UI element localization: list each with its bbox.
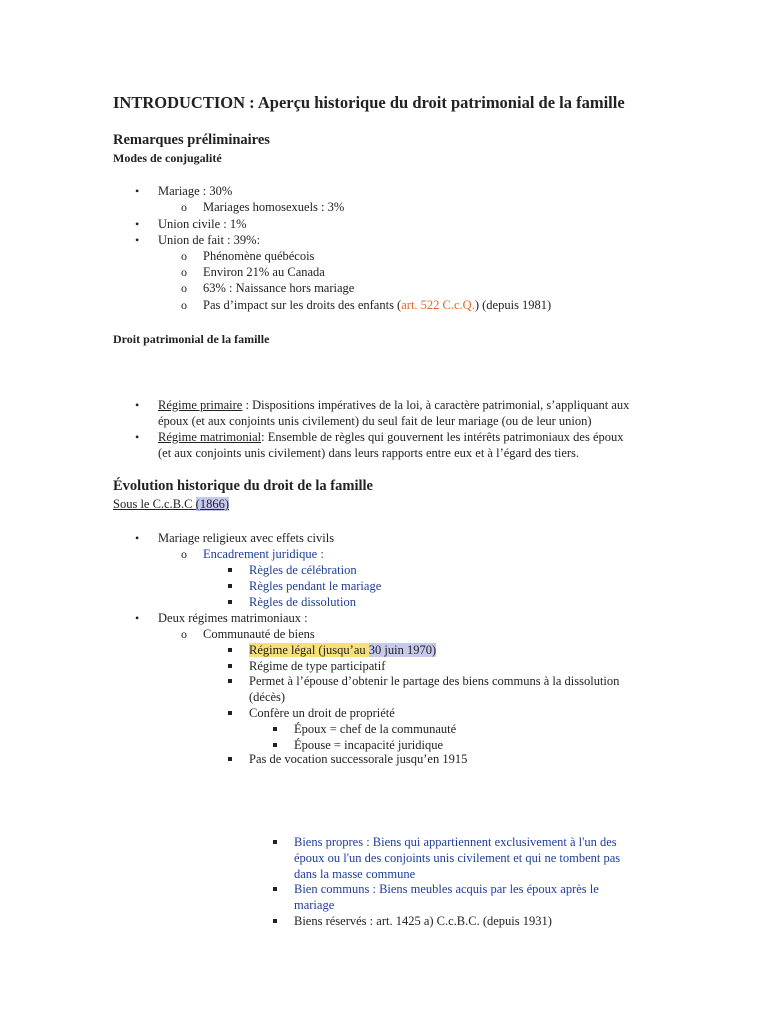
bullet-circle: o [181, 627, 187, 641]
list-item-epouse: Épouse = incapacité juridique [294, 738, 444, 752]
list-item-communaute: Communauté de biens [203, 627, 315, 641]
subheading-modes: Modes de conjugalité [113, 151, 222, 165]
page-title: INTRODUCTION : Aperçu historique du droit patrimonial de la famille [113, 93, 625, 112]
list-item-phenomene: Phénomène québécois [203, 249, 315, 263]
definition-text: : Ensemble de règles qui gouvernent les intérêts patrimoniaux des époux [261, 430, 624, 444]
bullet-square [273, 743, 277, 747]
list-item-permet: Permet à l’épouse d’obtenir le partage des biens communs à la dissolution [249, 674, 620, 688]
section-heading-evolution: Évolution historique du droit de la famille [113, 478, 373, 494]
bullet-dot: • [135, 398, 140, 412]
list-item-regime-legal [249, 642, 436, 658]
impact-text-post: ) (depuis 1981) [474, 298, 552, 312]
term-regime-primaire: Régime primaire [158, 398, 243, 412]
bullet-square [228, 679, 232, 683]
ccbc-label: Sous le C.c.B.C [113, 497, 196, 511]
impact-text-pre: Pas d’impact sur les droits des enfants ( [203, 298, 402, 312]
article-reference-link[interactable]: art. 522 C.c.Q. [401, 298, 475, 312]
bullet-dot: • [135, 430, 140, 444]
list-item-canada: Environ 21% au Canada [203, 265, 325, 279]
bullet-dot: • [135, 184, 140, 198]
bullet-square [228, 664, 232, 668]
bullet-square [228, 711, 232, 715]
bullet-circle: o [181, 200, 187, 214]
list-item-vocation: Pas de vocation successorale jusqu’en 1915 [249, 752, 468, 766]
bullet-square [273, 887, 277, 891]
list-item-encadrement: Encadrement juridique : [203, 547, 324, 561]
definition-text-continued: époux (et aux conjoints unis civilement) du seul fait de leur mariage (ou de leur union) [158, 414, 592, 428]
bullet-square [228, 600, 232, 604]
bullet-square [228, 757, 232, 761]
section-heading-droit: Droit patrimonial de la famille [113, 332, 270, 346]
bullet-circle: o [181, 547, 187, 561]
list-item-biens-reserves: Biens réservés : art. 1425 a) C.c.B.C. (depuis 1931) [294, 914, 552, 928]
bullet-square [228, 648, 232, 652]
list-item-mariage-religieux: Mariage religieux avec effets civils [158, 531, 335, 545]
list-item-biens-propres-line3: dans la masse commune [294, 867, 416, 881]
list-item-mariage: Mariage : 30% [158, 184, 233, 198]
term-regime-matrimonial: Régime matrimonial [158, 430, 262, 444]
bullet-dot: • [135, 233, 140, 247]
list-item-epoux: Époux = chef de la communauté [294, 722, 457, 736]
section-heading-remarques: Remarques préliminaires [113, 132, 270, 148]
list-item-biens-propres-line2: époux ou l'un des conjoints unis civilement et qui ne tombent pas [294, 851, 621, 865]
list-item-permet-continued: (décès) [249, 690, 286, 704]
list-item-deux-regimes: Deux régimes matrimoniaux : [158, 611, 308, 625]
list-item-regle-pendant: Règles pendant le mariage [249, 579, 382, 593]
bullet-circle: o [181, 298, 187, 312]
list-item-impact [203, 297, 551, 313]
list-item-union-fait: Union de fait : 39%: [158, 233, 261, 247]
list-item-biens-communs-line2: mariage [294, 898, 335, 912]
bullet-dot: • [135, 611, 140, 625]
list-item-regle-celebration: Règles de célébration [249, 563, 357, 577]
definition-text-continued: (et aux conjoints unis civilement) dans leurs rapports entre eux et à l’égard des tiers. [158, 446, 580, 460]
regime-date-highlight: 30 juin 1970) [368, 643, 437, 657]
regime-legal-highlight: Régime légal (jusqu’au [249, 643, 369, 657]
bullet-square [273, 727, 277, 731]
list-item-homosexuels: Mariages homosexuels : 3% [203, 200, 345, 214]
list-item-regle-dissolution: Règles de dissolution [249, 595, 356, 609]
bullet-circle: o [181, 281, 187, 295]
list-item-confere: Confère un droit de propriété [249, 706, 395, 720]
ccbc-year-highlight: (1866) [195, 497, 229, 511]
list-item-naissance: 63% : Naissance hors mariage [203, 281, 355, 295]
bullet-square [228, 584, 232, 588]
definition-regime-primaire [158, 397, 629, 413]
bullet-circle: o [181, 265, 187, 279]
subheading-ccbc [113, 496, 229, 512]
list-item-union-civile: Union civile : 1% [158, 217, 247, 231]
list-item-biens-propres: Biens propres : Biens qui appartiennent exclusivement à l'un des [294, 835, 617, 849]
list-item-participatif: Régime de type participatif [249, 659, 386, 673]
bullet-dot: • [135, 531, 140, 545]
bullet-circle: o [181, 249, 187, 263]
bullet-square [273, 919, 277, 923]
bullet-dot: • [135, 217, 140, 231]
bullet-square [273, 840, 277, 844]
definition-regime-matrimonial [158, 429, 624, 445]
bullet-square [228, 568, 232, 572]
definition-text: : Dispositions impératives de la loi, à caractère patrimonial, s’appliquant aux [242, 398, 630, 412]
list-item-biens-communs: Bien communs : Biens meubles acquis par les époux après le [294, 882, 599, 896]
